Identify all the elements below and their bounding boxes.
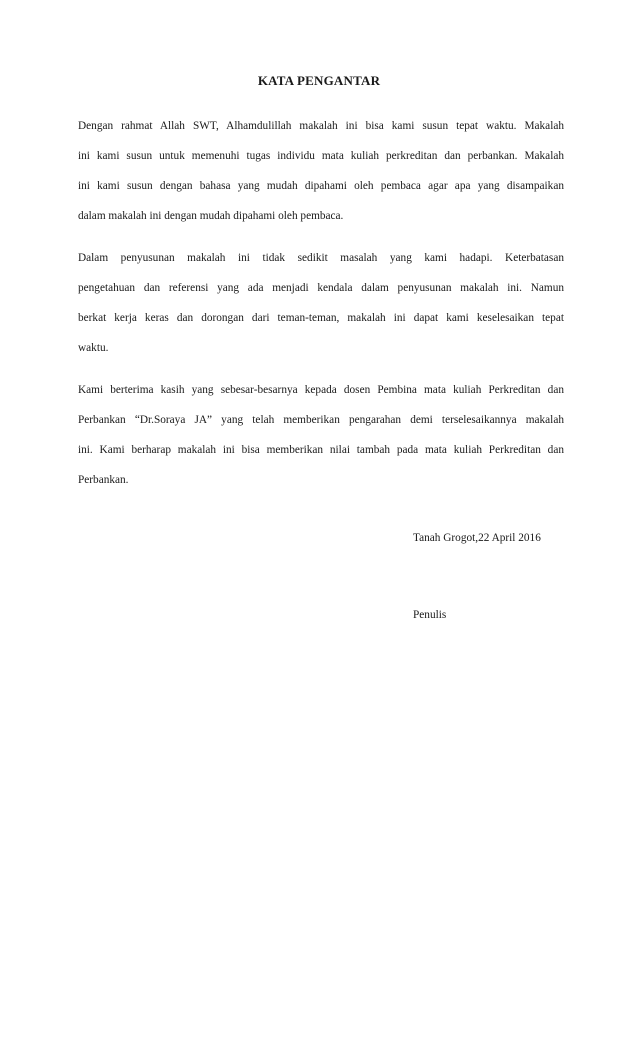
paragraph-line: Kami berterima kasih yang sebesar-besarnya kepada dosen Pembina mata kuliah Perkreditan dan xyxy=(78,384,564,396)
paragraph-line: ini kami susun dengan bahasa yang mudah dipahami oleh pembaca agar apa yang disampaikan xyxy=(78,180,564,192)
paragraph-line: Perbankan. xyxy=(78,474,129,486)
paragraph-line: berkat kerja keras dan dorongan dari teman-teman, makalah ini dapat kami keselesaikan tepat xyxy=(78,312,564,324)
paragraph-line: dalam makalah ini dengan mudah dipahami oleh pembaca. xyxy=(78,210,344,222)
paragraph-line: Dengan rahmat Allah SWT, Alhamdulillah makalah ini bisa kami susun tepat waktu. Makalah xyxy=(78,120,564,132)
body-text xyxy=(78,111,564,507)
paragraph-line: Perbankan “Dr.Soraya JA” yang telah memberikan pengarahan demi terselesaikannya makalah xyxy=(78,414,564,426)
paragraph-line: ini. Kami berharap makalah ini bisa memberikan nilai tambah pada mata kuliah Perkreditan dan xyxy=(78,444,564,456)
paragraph-line: ini kami susun untuk memenuhi tugas individu mata kuliah perkreditan dan perbankan. Makalah xyxy=(78,150,564,162)
paragraph-line: Dalam penyusunan makalah ini tidak sedikit masalah yang kami hadapi. Keterbatasan xyxy=(78,252,564,264)
author-signature: Penulis xyxy=(413,609,447,621)
paragraph-line: pengetahuan dan referensi yang ada menjadi kendala dalam penyusunan makalah ini. Namun xyxy=(78,282,564,294)
paragraph-3 xyxy=(78,375,564,495)
page-title: KATA PENGANTAR xyxy=(257,73,381,88)
paragraph-1 xyxy=(78,111,564,231)
paragraph-line: waktu. xyxy=(78,342,109,354)
place-date: Tanah Grogot,22 April 2016 xyxy=(413,532,541,544)
paragraph-2 xyxy=(78,243,564,363)
